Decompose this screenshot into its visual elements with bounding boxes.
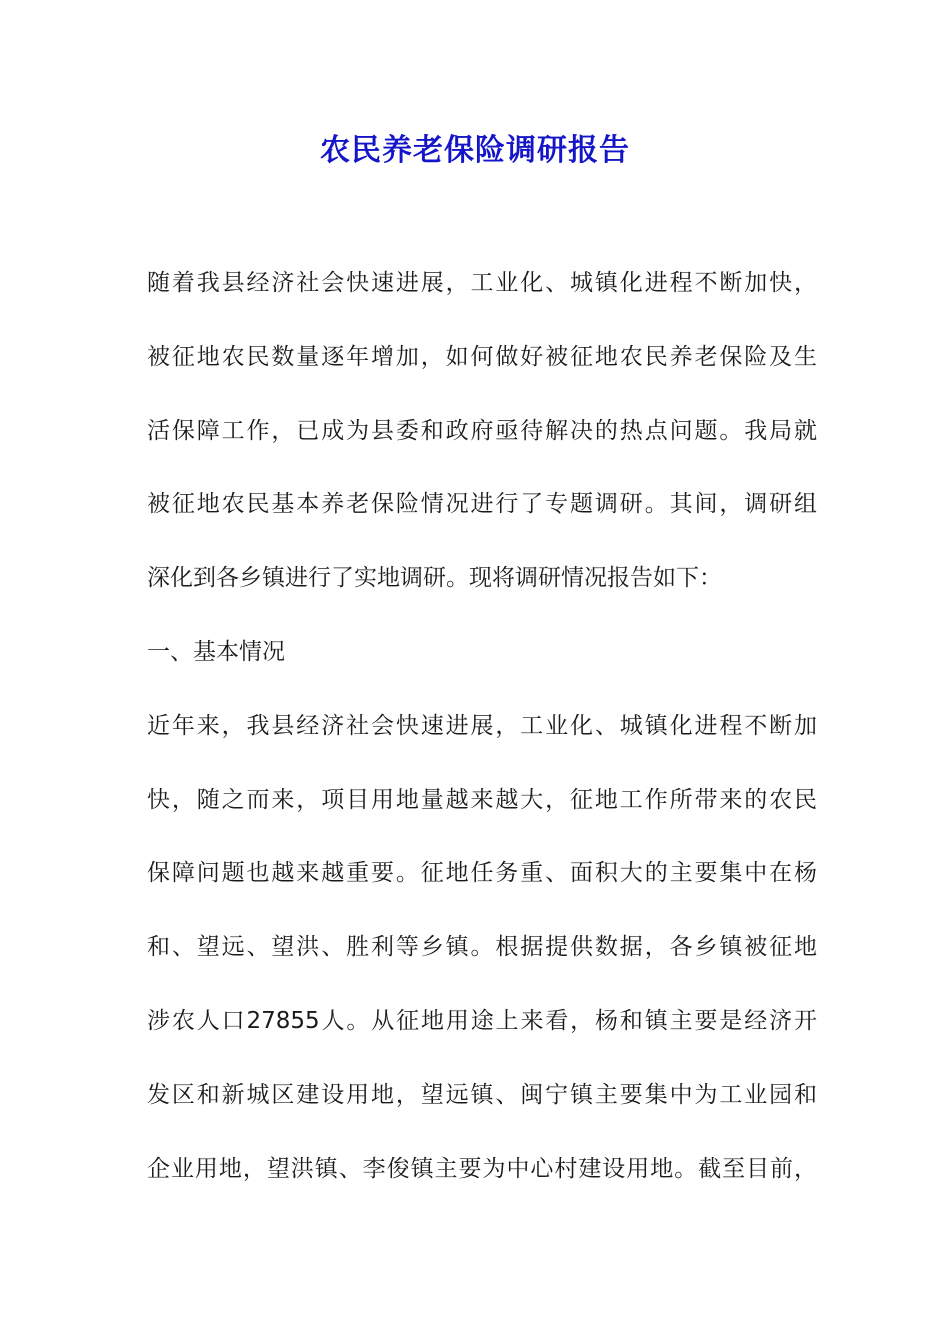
paragraph-line: 活保障工作，已成为县委和政府亟待解决的热点问题。我局就: [147, 417, 817, 444]
paragraph-line: 发区和新城区建设用地，望远镇、闽宁镇主要集中为工业园和: [147, 1081, 817, 1108]
paragraph-line: 被征地农民基本养老保险情况进行了专题调研。其间，调研组: [147, 491, 817, 518]
paragraph-line: 快，随之而来，项目用地量越来越大，征地工作所带来的农民: [147, 786, 817, 813]
paragraph-line: 随着我县经济社会快速进展，工业化、城镇化进程不断加快，: [147, 270, 817, 296]
paragraph-line: 保障问题也越来越重要。征地任务重、面积大的主要集中在杨: [147, 860, 817, 887]
paragraph-line: 被征地农民数量逐年增加，如何做好被征地农民养老保险及生: [147, 343, 817, 370]
document-body: [147, 262, 817, 1221]
paragraph-line: 和、望远、望洪、胜利等乡镇。根据提供数据，各乡镇被征地: [147, 934, 817, 961]
paragraph-line: 深化到各乡镇进行了实地调研。现将调研情况报告如下：: [147, 565, 722, 592]
paragraph-line: 涉农人口27855人。从征地用途上来看，杨和镇主要是经济开: [147, 1007, 817, 1034]
document-title: 农民养老保险调研报告: [320, 133, 630, 168]
paragraph-line: 企业用地，望洪镇、李俊镇主要为中心村建设用地。截至目前，: [147, 1155, 817, 1182]
paragraph-line: 近年来，我县经济社会快速进展，工业化、城镇化进程不断加: [147, 712, 817, 739]
section-heading: 一、基本情况: [147, 638, 285, 665]
